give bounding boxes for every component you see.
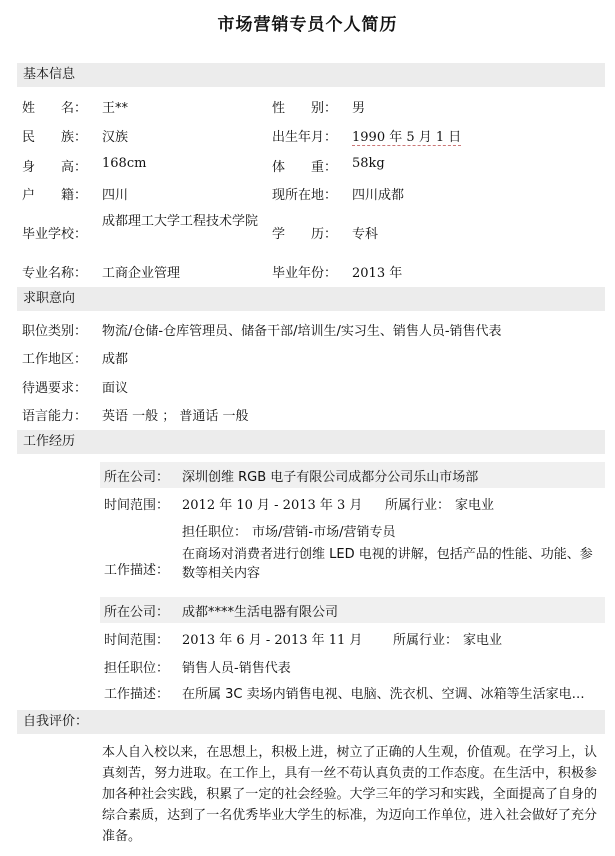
section-job-intent: 求职意向 xyxy=(17,287,605,311)
job-1-company: 深圳创维 RGB 电子有限公司成都分公司乐山市场部 xyxy=(182,470,479,485)
major-value: 工商企业管理 xyxy=(102,266,181,281)
self-evaluation-text: 本人自入校以来，在思想上，积极上进，树立了正确的人生观，价值观。在学习上，认真刻苦，努力进取。在工作上，具有一丝不苟认真负责的工作态度。在生活中，积极参加各种社会实践，积累了一定的社会经验。大学三年的学习和实践，全面提高了自身的综合素质，达到了一名优秀毕业大学生的标准，为迈向工作单位，进入社会做好了充分准备。 xyxy=(102,745,597,844)
area-label: 工作地区： xyxy=(22,352,88,367)
birth-value: 1990 年 5 月 1 日 xyxy=(352,126,461,146)
job-2-desc: 在所属 3C 卖场内销售电视、电脑、洗衣机、空调、冰箱等生活家电… xyxy=(182,687,585,702)
job-2-company-label: 所在公司： xyxy=(104,605,170,620)
job-2-industry-label: 所属行业： xyxy=(393,633,459,648)
weight-label: 体 重： xyxy=(272,160,338,175)
height-label: 身 高： xyxy=(22,160,88,175)
job-2-role-label: 担任职位： xyxy=(104,661,170,676)
section-work-experience: 工作经历 xyxy=(17,430,605,454)
page-title: 市场营销专员个人简历 xyxy=(217,15,398,35)
job-1-desc-label: 工作描述： xyxy=(104,563,170,578)
hukou-label: 户 籍： xyxy=(22,188,88,203)
position-label: 职位类别： xyxy=(22,324,88,339)
height-value: 168cm xyxy=(102,156,147,171)
job-1-industry: 家电业 xyxy=(455,498,495,513)
job-1-role: 市场/营销-市场/营销专员 xyxy=(252,525,396,540)
job-2-period-label: 时间范围： xyxy=(104,633,170,648)
birth-label: 出生年月： xyxy=(272,130,338,145)
gradyear-value: 2013 年 xyxy=(352,266,403,281)
section-basic-info: 基本信息 xyxy=(17,63,605,87)
name-label: 姓 名： xyxy=(22,101,88,116)
job-2-company-bar xyxy=(100,597,605,623)
job-1-company-label: 所在公司： xyxy=(104,470,170,485)
salary-label: 待遇要求： xyxy=(22,381,88,396)
section-self-evaluation: 自我评价： xyxy=(17,710,605,734)
weight-value: 58kg xyxy=(352,156,385,171)
ethnic-label: 民 族： xyxy=(22,130,88,145)
job-2-role: 销售人员-销售代表 xyxy=(182,661,291,676)
job-1-period: 2012 年 10 月 - 2013 年 3 月 xyxy=(182,498,363,513)
residence-value: 四川成都 xyxy=(352,188,405,203)
job-1-industry-label: 所属行业： xyxy=(385,498,451,513)
job-2-industry: 家电业 xyxy=(463,633,503,648)
job-1-period-label: 时间范围： xyxy=(104,498,170,513)
school-label: 毕业学校： xyxy=(22,227,88,242)
gradyear-label: 毕业年份： xyxy=(272,266,338,281)
degree-value: 专科 xyxy=(352,227,379,242)
language-label: 语言能力： xyxy=(22,409,88,424)
residence-label: 现所在地： xyxy=(272,188,338,203)
name-value: 王** xyxy=(102,101,129,116)
gender-value: 男 xyxy=(352,101,366,116)
job-2-period: 2013 年 6 月 - 2013 年 11 月 xyxy=(182,633,363,648)
major-label: 专业名称： xyxy=(22,266,88,281)
salary-value: 面议 xyxy=(102,381,129,396)
gender-label: 性 别： xyxy=(272,101,338,116)
job-1-role-label: 担任职位： xyxy=(182,525,248,540)
school-value: 成都理工大学工程技术学院 xyxy=(102,214,259,229)
job-1-desc: 在商场对消费者进行创维 LED 电视的讲解，包括产品的性能、功能、参数等相关内容 xyxy=(182,547,593,581)
ethnic-value: 汉族 xyxy=(102,130,129,145)
language-value: 英语 一般 ； 普通话 一般 xyxy=(102,409,249,424)
degree-label: 学 历： xyxy=(272,227,338,242)
job-2-desc-label: 工作描述： xyxy=(104,687,170,702)
hukou-value: 四川 xyxy=(102,188,129,203)
area-value: 成都 xyxy=(102,352,129,367)
job-2-company: 成都****生活电器有限公司 xyxy=(182,605,339,620)
position-value: 物流/仓储-仓库管理员、储备干部/培训生/实习生、销售人员-销售代表 xyxy=(102,324,502,339)
